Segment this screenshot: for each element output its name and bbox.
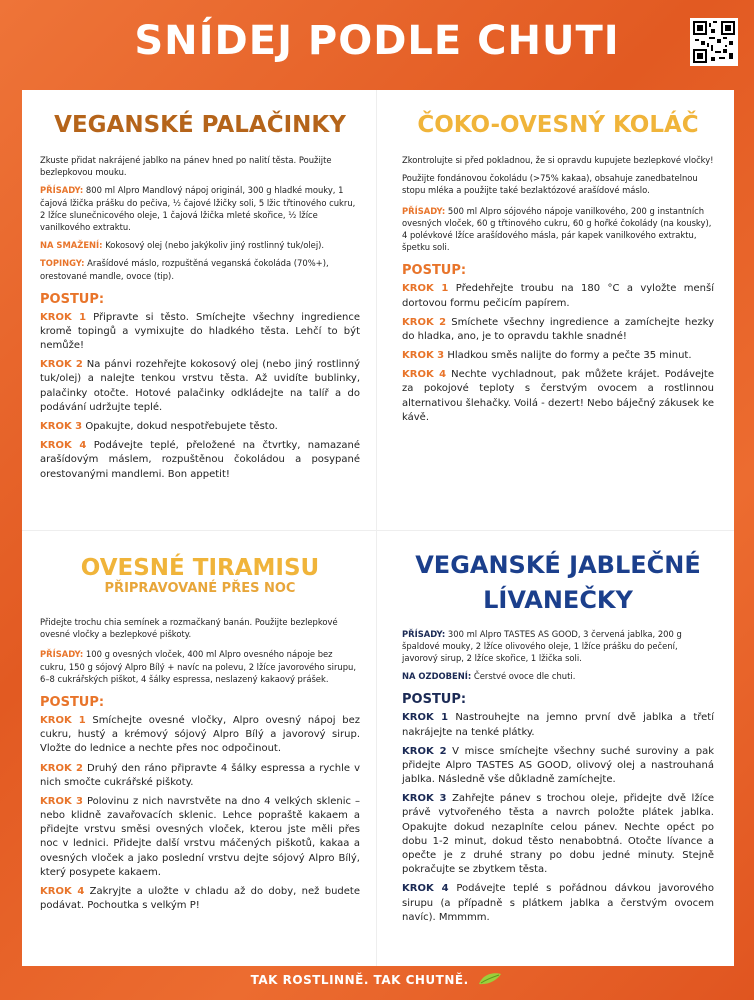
step: [40, 358, 360, 415]
step-text: Zahřejte pánev s trochou oleje, přidejte dvě lžíce právě vytvořeného těsta a navrch položte plátek jablka. Opakujte dokud nezaplníte celou pánev. Nechte opéct po dobu 1-2 minut, dokud těsto nenabobtná. Otočte lívance a opečte je z druhé strany po dobu jedné minuty. Stejně pokračujte se zbytkem těsta.: [402, 793, 715, 876]
recipe-kolac: [402, 112, 714, 430]
step-text: Hladkou směs nalijte do formy a pečte 35 minut.: [447, 350, 692, 362]
step: [40, 439, 360, 482]
step: [40, 885, 360, 913]
recipe-title: ČOKO-OVESNÝ KOLÁČ: [417, 112, 699, 138]
frying-label: NA SMAŽENÍ:: [40, 240, 103, 251]
page-title: SNÍDEJ PODLE CHUTI: [134, 18, 620, 64]
recipe-palacinky: [40, 112, 360, 487]
step-text: Na pánvi rozehřejte kokosový olej (nebo jiný rostlinný tuk/olej) a nalejte tenkou vrstvu těsta. Až uvidíte bublinky, palačinky otočte. Hotové palačinky odkládejte na talíř a do podávání udržujte teplé.: [40, 359, 360, 413]
step-text: Smíchete všechny ingredience a zamíchejte hezky do hladka, ano, je to opravdu takhle snadné!: [402, 316, 715, 342]
ingredients-label: PŘÍSADY:: [402, 205, 446, 216]
recipe-intro: Zkuste přidat nakrájené jablko na pánev hned po nalití těsta. Použijte bezlepkovou mouku.: [40, 155, 332, 178]
method-heading: POSTUP:: [402, 263, 467, 279]
step: [40, 762, 360, 790]
ingredients-text: 300 ml Alpro TASTES AS GOOD, 3 červená jablka, 200 g špaldové mouky, 2 lžíce olivového oleje, 1 lžíce prášku do pečení, javorový sirup, 2 lžíce skořice, 1 lžička soli.: [402, 628, 682, 663]
step-number: KROK 1: [40, 311, 87, 323]
step: [402, 745, 714, 788]
method-heading: POSTUP:: [402, 692, 467, 708]
step-text: Opakujte, dokud nespotřebujete těsto.: [85, 421, 278, 432]
decor-label: NA OZDOBENÍ:: [402, 671, 472, 682]
method-heading: POSTUP:: [40, 694, 105, 710]
step-text: Smíchejte ovesné vločky, Alpro ovesný nápoj bez cukru, hustý a krémový sójový Alpro Bílý a javorový sirup. Vložte do lednice a nechte přes noc odpočinout.: [40, 714, 360, 755]
ingredients-text: 800 ml Alpro Mandlový nápoj originál, 300 g hladké mouky, 1 čajová lžička prášku do pečiva, ½ čajové lžičky soli, 5 lžic třtinového cukru, 2 lžíce slunečnicového oleje, 1 čajová lžička mleté skořice, ½ lžíce vanilkového extraktu.: [40, 185, 356, 232]
ingredients-text: 500 ml Alpro sójového nápoje vanilkového, 200 g instantních ovesných vloček, 60 g třtinového cukru, 60 g hořké čokolády (na kousky), 4 polévkové lžíce arašídového másla, pár kapek vanilkového extraktu, špetku soli.: [402, 205, 712, 253]
step-number: KROK 3: [402, 350, 445, 362]
frying: [40, 239, 360, 251]
step-text: Podávejte teplé s pořádnou dávkou javorového sirupu (a případně s plátkem jablka a čerstvým ovocem navíc). Mmmmm.: [402, 883, 714, 923]
step-number: KROK 4: [40, 440, 87, 452]
ingredients: [40, 184, 360, 233]
vertical-divider: [376, 90, 377, 966]
topping-text: Arašídové máslo, rozpuštěná veganská čokoláda (70%+), orestované mandle, ovoce (tip).: [40, 258, 329, 281]
qr-code-icon[interactable]: [690, 18, 738, 66]
step-number: KROK 1: [402, 712, 449, 724]
step-text: Nastrouhejte na jemno první dvě jablka a třetí nakrájejte na tenké plátky.: [402, 712, 714, 738]
step-text: Připravte si těsto. Smíchejte všechny ingredience kromě topingů a vymixujte do hladkého těsta. Lehčí to být nemůže!: [40, 311, 360, 352]
step-number: KROK 3: [40, 421, 83, 432]
step-text: Polovinu z nich navrstvěte na dno 4 velkých sklenic – nebo klidně zavařovacích sklenic. Lehce popraště kakaem a přidejte vrstvu směsi ovesných vloček, kterou jste měli přes noc v lednici. Přidejte další vrstvu máčených piškotů, kakaa a ovesných vloček a jako poslední vrstvu dejte sójový Alpro Bílý, který posypete kakaem.: [40, 795, 361, 878]
step-number: KROK 3: [402, 793, 447, 805]
step: [402, 882, 714, 925]
recipe-livanecky: [402, 548, 714, 930]
recipe-title: VEGANSKÉ PALAČINKY: [54, 112, 346, 138]
recipe-title: [402, 548, 714, 618]
step-number: KROK 2: [402, 316, 447, 328]
step-number: KROK 4: [402, 883, 449, 895]
recipe-title-line: VEGANSKÉ JABLEČNÉ: [415, 551, 701, 579]
step-number: KROK 1: [402, 283, 449, 295]
step: [402, 711, 714, 739]
step: [40, 311, 360, 354]
method-heading: POSTUP:: [40, 291, 105, 307]
step: [402, 282, 714, 310]
ingredients: [402, 205, 714, 254]
step-number: KROK 3: [40, 795, 83, 807]
frying-text: Kokosový olej (nebo jakýkoliv jiný rostlinný tuk/olej).: [105, 240, 325, 251]
step-number: KROK 2: [40, 762, 83, 774]
decor: [402, 670, 714, 682]
step-text: Zakryjte a uložte v chladu až do doby, než budete podávat. Pochoutka s velkým P!: [40, 886, 360, 912]
step-number: KROK 2: [40, 359, 83, 371]
footer-tagline: [0, 972, 754, 989]
step-text: Předehřejte troubu na 180 °C a vyložte menší dortovou formu pečicím papírem.: [402, 283, 714, 309]
ingredients-label: PŘÍSADY:: [402, 628, 446, 639]
step-number: KROK 2: [402, 745, 447, 757]
ingredients: [40, 648, 360, 685]
step: [40, 714, 360, 757]
recipe-intro: Použijte fondánovou čokoládu (>75% kakaa), obsahuje zanedbatelnou stopu mléka a použijte také bezlaktózové arašídové máslo.: [402, 173, 698, 196]
topping-label: TOPINGY:: [40, 258, 85, 269]
ingredients: [402, 628, 714, 665]
horizontal-divider: [22, 530, 734, 531]
step: [402, 349, 714, 363]
step: [402, 792, 714, 877]
step: [40, 795, 360, 880]
recipe-tiramisu: [40, 555, 360, 918]
decor-text: Čerstvé ovoce dle chuti.: [473, 671, 576, 682]
step-number: KROK 1: [40, 714, 86, 726]
recipe-intro: Přidejte trochu chia semínek a rozmačkaný banán. Použijte bezlepkové ovesné vločky a bezlepkové piškoty.: [40, 617, 338, 640]
ingredients-text: 100 g ovesných vloček, 400 ml Alpro ovesného nápoje bez cukru, 150 g sójový Alpro Bílý + navíc na polevu, 2 lžíce javorového sirupu, 6–8 cukrářských piškot, 4 šálky espressa, neslazený kakaový prášek.: [40, 649, 357, 684]
ingredients-label: PŘÍSADY:: [40, 185, 84, 196]
recipe-title: OVESNÉ TIRAMISU: [80, 555, 320, 581]
step-text: Nechte vychladnout, pak můžete krájet. Podávejte za pokojové teploty s čerstvým ovocem a rostlinnou alternativou šlehačky. Voilá - dezert! Nebo báječný zákusek ke kávě.: [402, 369, 714, 423]
step-number: KROK 4: [402, 369, 447, 381]
step-number: KROK 4: [40, 886, 85, 897]
recipe-title-line: LÍVANEČKY: [483, 585, 633, 614]
step: [402, 368, 714, 425]
recipe-intro: Zkontrolujte si před pokladnou, že si opravdu kupujete bezlepkové vločky!: [402, 155, 714, 165]
tagline-text: TAK ROSTLINNĚ. TAK CHUTNĚ.: [250, 973, 469, 987]
alpro-leaf-icon: [477, 972, 503, 989]
topping: [40, 257, 360, 281]
step: [40, 420, 360, 434]
step-text: Druhý den ráno připravte 4 šálky espressa a rychle v nich smočte cukrářské piškoty.: [40, 762, 361, 788]
step-text: V misce smíchejte všechny suché suroviny a pak přidejte Alpro TASTES AS GOOD, olivový olej a nastrouhaná jablka. Následně vše důkladně zamíchejte.: [402, 745, 714, 786]
step: [402, 316, 714, 344]
step-text: Podávejte teplé, přeložené na čtvrtky, namazané arašídovým máslem, rozpuštěnou čokoládou a posypané orestovanými mandlemi. Bon appetit!: [40, 440, 360, 480]
recipe-subtitle: PŘIPRAVOVANÉ PŘES NOC: [104, 581, 296, 596]
ingredients-label: PŘÍSADY:: [40, 649, 84, 660]
